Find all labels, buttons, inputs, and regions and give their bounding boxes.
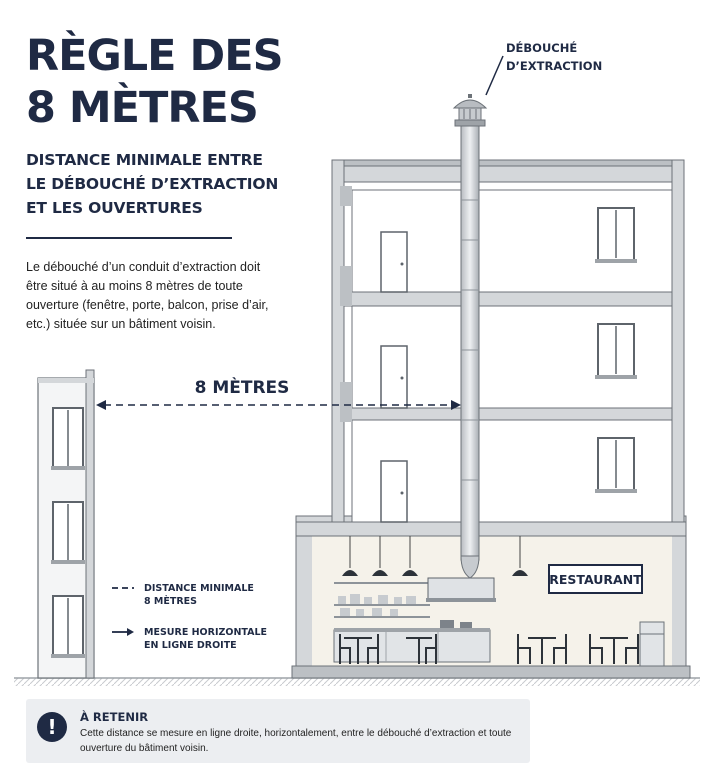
callout-line: D’EXTRACTION <box>506 59 603 73</box>
door-icon <box>381 461 407 522</box>
legend-text: 8 MÈTRES <box>144 596 197 607</box>
legend-item-dashed <box>112 582 304 608</box>
door-icon <box>381 346 407 408</box>
title-line: RÈGLE DES <box>26 31 283 81</box>
dashed-line-icon <box>112 586 134 590</box>
title-line: 8 MÈTRES <box>26 83 258 133</box>
ground <box>14 678 700 686</box>
neighbour-building <box>38 370 94 678</box>
door-icon <box>381 232 407 292</box>
window-icon <box>595 208 637 263</box>
arrow-right-icon <box>112 628 134 636</box>
neighbour-window-icon <box>51 502 85 564</box>
note-text: Cette distance se mesure en ligne droite, horizontalement, entre le débouché d’extraction et toute ouverture du bâtiment voisin. <box>80 728 512 754</box>
subtitle-line: ET LES OUVERTURES <box>26 199 203 217</box>
restaurant-sign <box>549 565 642 593</box>
fridge-icon <box>640 622 664 666</box>
extraction-callout <box>486 40 602 95</box>
subtitle-line: LE DÉBOUCHÉ D’EXTRACTION <box>26 175 279 193</box>
neighbour-window-icon <box>51 408 85 470</box>
subtitle-line: DISTANCE MINIMALE ENTRE <box>26 151 263 169</box>
legend-text: DISTANCE MINIMALE <box>144 583 254 594</box>
window-icon <box>595 438 637 493</box>
callout-line: DÉBOUCHÉ <box>506 41 578 55</box>
distance-label: 8 MÈTRES <box>194 378 290 398</box>
neighbour-window-icon <box>51 596 85 658</box>
legend-item-arrow <box>112 626 304 652</box>
description-text: Le débouché d’un conduit d’extraction doit être situé à au moins 8 mètres de toute ouverture (fenêtre, porte, balcon, prise d’air, etc.) située sur un bâtiment voisin. <box>26 260 269 331</box>
note-title: À RETENIR <box>80 710 149 724</box>
legend-text: MESURE HORIZONTALE <box>144 627 268 638</box>
legend-text: EN LIGNE DROITE <box>144 640 237 651</box>
extraction-cap-icon <box>454 94 486 120</box>
note-box <box>26 699 530 763</box>
restaurant-sign-text: RESTAURANT <box>549 572 642 587</box>
exclamation-icon: ! <box>37 712 67 742</box>
window-icon <box>595 324 637 379</box>
kitchen-hood <box>426 578 496 602</box>
